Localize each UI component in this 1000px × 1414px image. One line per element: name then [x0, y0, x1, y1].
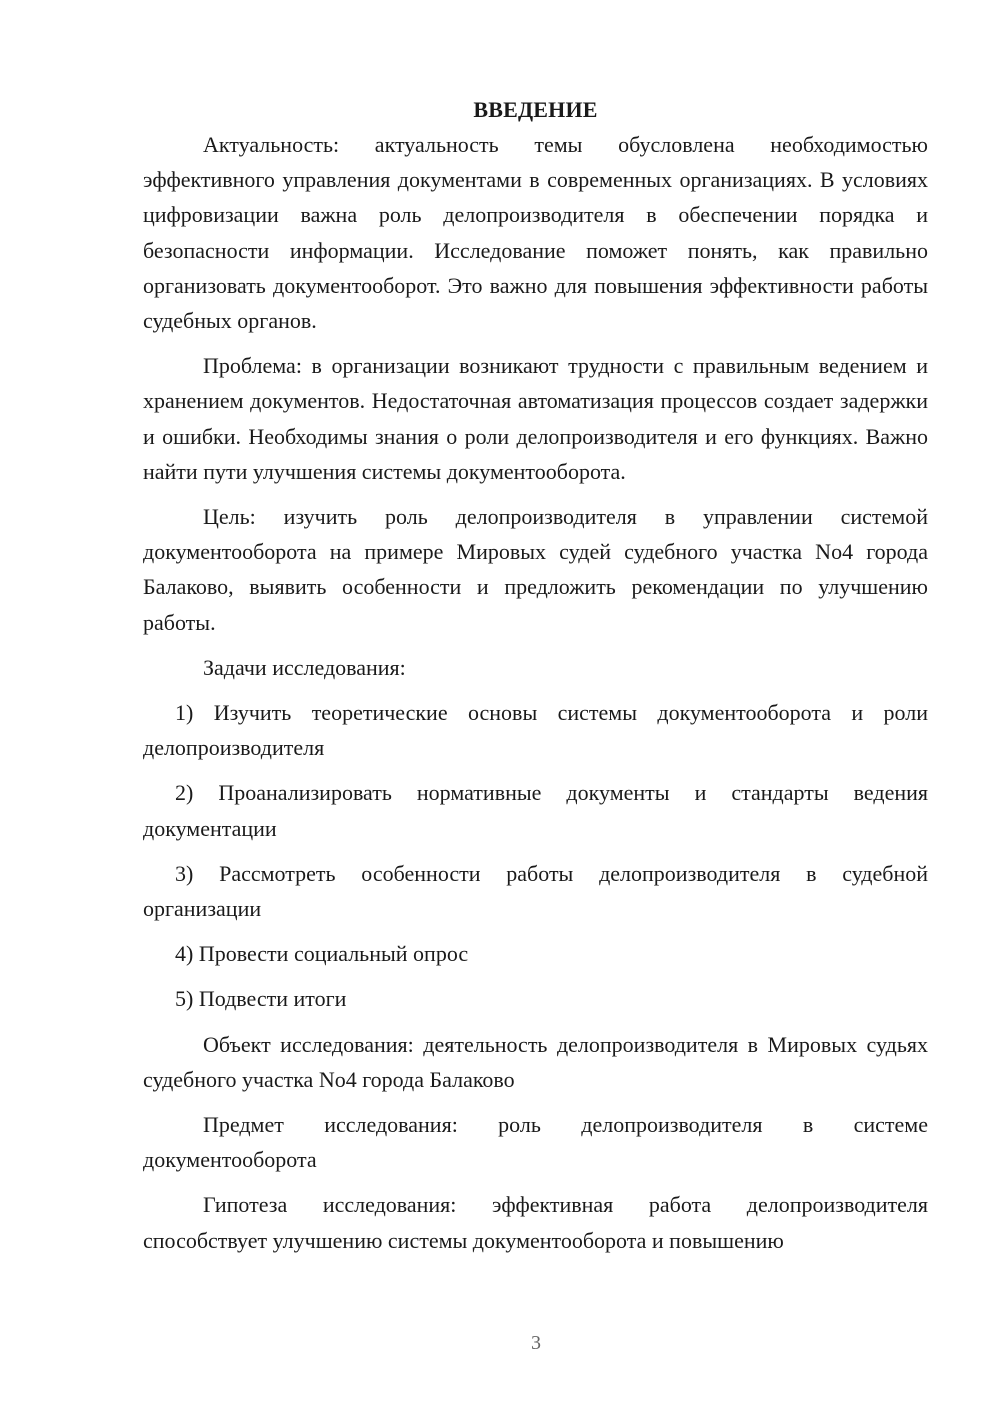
paragraph-problem: Проблема: в организации возникают трудности с правильным ведением и хранением документов. Недостаточная автоматизация процессов создает задержки и ошибки. Необходимы знания о роли делопроизводителя и его функциях. Важно найти пути улучшения системы документооборота.	[143, 353, 928, 484]
task-item-1: 1) Изучить теоретические основы системы документооборота и роли делопроизводителя	[143, 700, 928, 761]
document-title: ВВЕДЕНИЕ	[473, 97, 598, 122]
task-item-2: 2) Проанализировать нормативные документы и стандарты ведения документации	[143, 780, 928, 841]
paragraph-goal: Цель: изучить роль делопроизводителя в управлении системой документооборота на примере Мировых судей судебного участка No4 города Балаково, выявить особенности и предложить рекомендации по улучшению работы.	[143, 504, 928, 635]
page-number: 3	[531, 1332, 541, 1354]
task-item-5: 5) Подвести итоги	[175, 986, 347, 1012]
task-item-4: 4) Провести социальный опрос	[175, 941, 469, 967]
task-item-3: 3) Рассмотреть особенности работы делопроизводителя в судебной организации	[143, 860, 928, 922]
document-page	[143, 92, 928, 1268]
paragraph-subject: Предмет исследования: роль делопроизводителя в системе документооборота	[143, 1112, 928, 1173]
paragraph-hypothesis: Гипотеза исследования: эффективная работа делопроизводителя способствует улучшению системы документооборота и повышению	[143, 1192, 928, 1253]
paragraph-object: Объект исследования: деятельность делопроизводителя в Мировых судьях судебного участка No4 города Балаково	[143, 1031, 928, 1092]
paragraph-tasks-heading: Задачи исследования:	[203, 654, 406, 680]
paragraph-relevance: Актуальность: актуальность темы обусловлена необходимостью эффективного управления документами в современных организациях. В условиях цифровизации важна роль делопроизводителя в обеспечении порядка и безопасности информации. Исследование поможет понять, как правильно организовать документооборот. Это важно для повышения эффективности работы судебных органов.	[143, 132, 928, 334]
